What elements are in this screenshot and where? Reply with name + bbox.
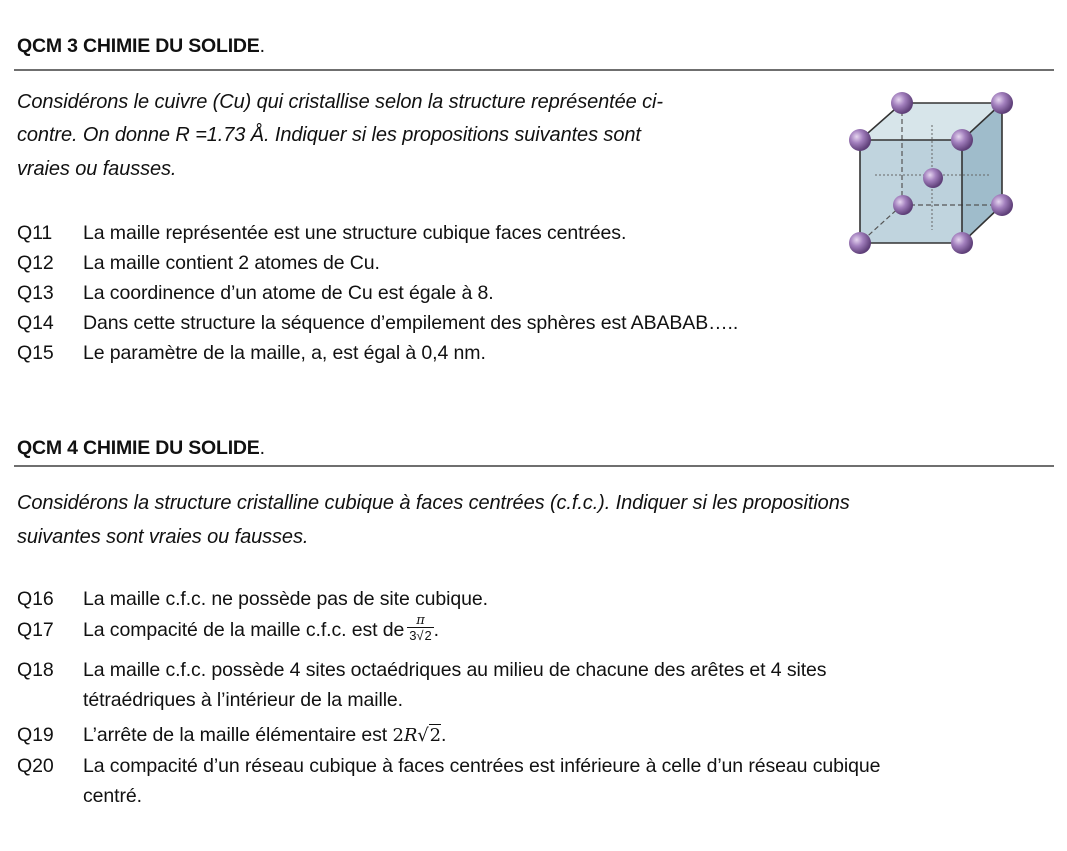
question-text: Dans cette structure la séquence d’empilement des sphères est ABABAB….. bbox=[83, 312, 739, 334]
question-number: Q12 bbox=[17, 252, 54, 274]
question-number: Q15 bbox=[17, 342, 54, 364]
punct: . bbox=[433, 619, 439, 641]
question-text: La maille c.f.c. ne possède pas de site cubique. bbox=[83, 588, 488, 610]
section4-heading bbox=[17, 437, 265, 460]
question-number: Q20 bbox=[17, 755, 54, 777]
atom bbox=[991, 92, 1013, 114]
atom bbox=[891, 92, 913, 114]
denominator-coefficient: 3 bbox=[409, 627, 417, 643]
question-number: Q18 bbox=[17, 659, 54, 681]
question-number: Q16 bbox=[17, 588, 54, 610]
atom bbox=[849, 129, 871, 151]
question-number: Q17 bbox=[17, 619, 54, 641]
section3-heading bbox=[17, 35, 265, 58]
question-q11 bbox=[17, 219, 626, 248]
question-text: La compacité de la maille c.f.c. est de bbox=[83, 619, 405, 641]
question-q12 bbox=[17, 249, 380, 278]
atom bbox=[849, 232, 871, 254]
radicand: 2 bbox=[429, 725, 442, 746]
atom bbox=[991, 194, 1013, 216]
question-q20-continuation: centré. bbox=[83, 785, 142, 807]
punct: . bbox=[441, 724, 447, 746]
section3-intro-line-3: vraies ou fausses. bbox=[17, 158, 177, 180]
question-text: La maille représentée est une structure cubique faces centrées. bbox=[83, 222, 627, 244]
radicand: 2 bbox=[424, 627, 432, 643]
question-q19 bbox=[17, 721, 446, 750]
question-number: Q19 bbox=[17, 724, 54, 746]
formula-coefficient: 2 bbox=[392, 725, 404, 746]
question-q18-continuation: tétraédriques à l’intérieur de la maille. bbox=[83, 689, 403, 711]
edge-formula bbox=[392, 724, 441, 746]
sqrt: √2 bbox=[416, 627, 432, 643]
question-q17 bbox=[17, 612, 439, 645]
heading-text: QCM 4 CHIMIE DU SOLIDE bbox=[17, 437, 260, 459]
formula-variable: R bbox=[403, 725, 418, 746]
question-text: La maille contient 2 atomes de Cu. bbox=[83, 252, 380, 274]
question-text: Le paramètre de la maille, a, est égal à 0,4 nm. bbox=[83, 342, 486, 364]
sqrt: √2 bbox=[417, 725, 442, 746]
cube-front-face bbox=[860, 140, 962, 243]
compacity-fraction bbox=[407, 614, 433, 642]
section4-divider bbox=[14, 465, 1054, 467]
question-q16 bbox=[17, 585, 488, 614]
question-text: La compacité d’un réseau cubique à faces centrées est inférieure à celle d’un réseau cubique bbox=[83, 755, 881, 777]
atom bbox=[951, 129, 973, 151]
question-number: Q14 bbox=[17, 312, 54, 334]
section4-intro-line-1: Considérons la structure cristalline cubique à faces centrées (c.f.c.). Indiquer si les propositions bbox=[17, 492, 850, 514]
atom bbox=[951, 232, 973, 254]
question-text: La maille c.f.c. possède 4 sites octaédriques au milieu de chacune des arêtes et 4 sites bbox=[83, 659, 827, 681]
section4-intro-line-2: suivantes sont vraies ou fausses. bbox=[17, 526, 309, 548]
question-q15 bbox=[17, 339, 486, 368]
section3-divider bbox=[14, 69, 1054, 71]
section3-intro-line-2: contre. On donne R =1.73 Å. Indiquer si les propositions suivantes sont bbox=[17, 124, 641, 146]
heading-punct: . bbox=[259, 437, 265, 459]
fraction-denominator bbox=[407, 627, 433, 642]
question-q18 bbox=[17, 656, 826, 685]
section3-intro-line-1: Considérons le cuivre (Cu) qui cristallise selon la structure représentée ci- bbox=[17, 91, 663, 113]
question-q13 bbox=[17, 279, 494, 308]
atom bbox=[923, 168, 943, 188]
atom bbox=[893, 195, 913, 215]
question-q14 bbox=[17, 309, 738, 338]
question-text: La coordinence d’un atome de Cu est égale à 8. bbox=[83, 282, 494, 304]
heading-text: QCM 3 CHIMIE DU SOLIDE bbox=[17, 35, 260, 57]
question-text: L’arrête de la maille élémentaire est bbox=[83, 724, 388, 746]
question-number: Q11 bbox=[17, 222, 53, 244]
fraction-numerator: π bbox=[416, 612, 425, 628]
question-q20 bbox=[17, 752, 880, 781]
heading-punct: . bbox=[259, 35, 265, 57]
cubic-cell-figure bbox=[840, 85, 1030, 255]
question-number: Q13 bbox=[17, 282, 54, 304]
